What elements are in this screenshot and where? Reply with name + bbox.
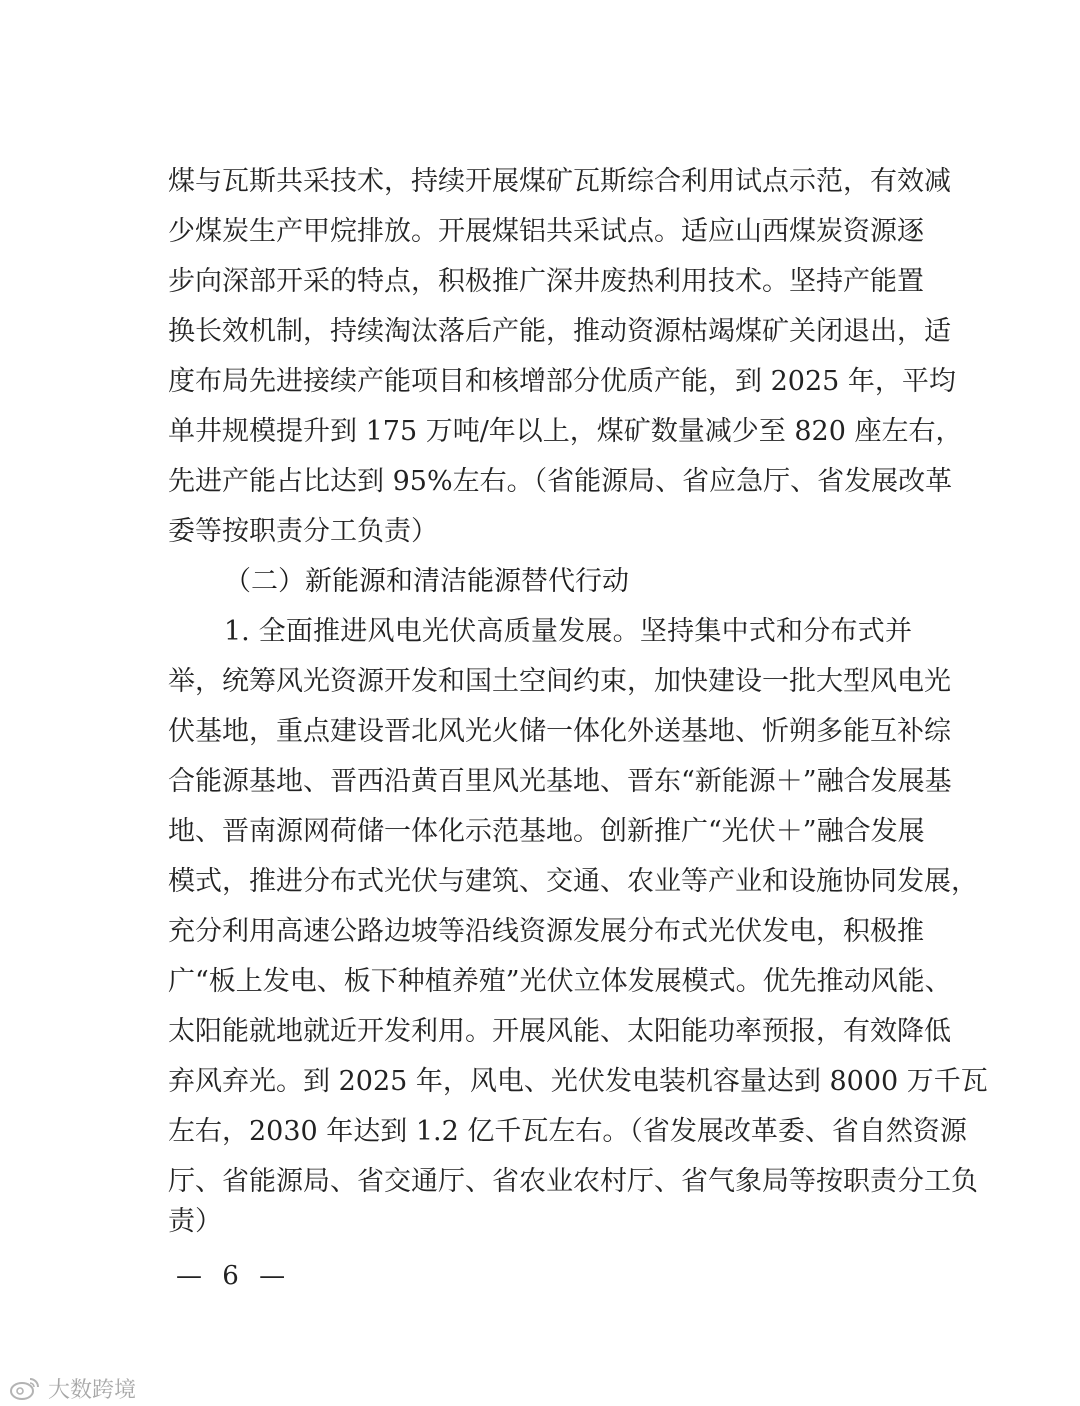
paragraph-1-line: 少煤炭生产甲烷排放。开展煤铝共采试点。适应山西煤炭资源逐 xyxy=(168,216,924,247)
paragraph-2-line: 伏基地，重点建设晋北风光火储一体化外送基地、忻朔多能互补综 xyxy=(168,716,951,747)
paragraph-1-line: 先进产能占比达到 95%左右。（省能源局、省应急厅、省发展改革 xyxy=(168,466,953,497)
section-heading: （二）新能源和清洁能源替代行动 xyxy=(224,566,629,597)
paragraph-2-line: 地、晋南源网荷储一体化示范基地。创新推广“光伏＋”融合发展 xyxy=(168,816,925,847)
paragraph-2-line: 厅、省能源局、省交通厅、省农业农村厅、省气象局等按职责分工负 xyxy=(168,1166,978,1197)
paragraph-2-line: 责） xyxy=(168,1206,222,1237)
watermark xyxy=(8,1373,136,1403)
paragraph-2-line: 模式，推进分布式光伏与建筑、交通、农业等产业和设施协同发展， xyxy=(168,866,978,897)
paragraph-1-line: 委等按职责分工负责） xyxy=(168,516,438,547)
paragraph-1-line: 步向深部开采的特点，积极推广深井废热利用技术。坚持产能置 xyxy=(168,266,924,297)
paragraph-1-line: 煤与瓦斯共采技术，持续开展煤矿瓦斯综合利用试点示范，有效减 xyxy=(168,166,951,197)
paragraph-2-line: 充分利用高速公路边坡等沿线资源发展分布式光伏发电，积极推 xyxy=(168,916,924,947)
watermark-text: 大数跨境 xyxy=(48,1377,137,1403)
paragraph-2-line: 举，统筹风光资源开发和国土空间约束，加快建设一批大型风电光 xyxy=(168,666,951,697)
paragraph-1-line: 换长效机制，持续淘汰落后产能，推动资源枯竭煤矿关闭退出，适 xyxy=(168,316,951,347)
weibo-logo-icon xyxy=(8,1375,42,1401)
paragraph-2-line: 弃风弃光。到 2025 年，风电、光伏发电装机容量达到 8000 万千瓦 xyxy=(168,1066,988,1097)
paragraph-2-line: 太阳能就地就近开发利用。开展风能、太阳能功率预报，有效降低 xyxy=(168,1016,951,1047)
paragraph-2-line: 广“板上发电、板下种植养殖”光伏立体发展模式。优先推动风能、 xyxy=(168,966,952,997)
paragraph-1-line: 单井规模提升到 175 万吨/年以上，煤矿数量减少至 820 座左右， xyxy=(168,416,963,447)
paragraph-1-line: 度布局先进接续产能项目和核增部分优质产能，到 2025 年，平均 xyxy=(168,366,956,397)
paragraph-2-line: 合能源基地、晋西沿黄百里风光基地、晋东“新能源＋”融合发展基 xyxy=(168,766,952,797)
page-number: — 6 — xyxy=(176,1261,292,1291)
paragraph-2-line: 1. 全面推进风电光伏高质量发展。坚持集中式和分布式并 xyxy=(224,616,912,647)
paragraph-2-line: 左右，2030 年达到 1.2 亿千瓦左右。（省发展改革委、省自然资源 xyxy=(168,1116,967,1147)
